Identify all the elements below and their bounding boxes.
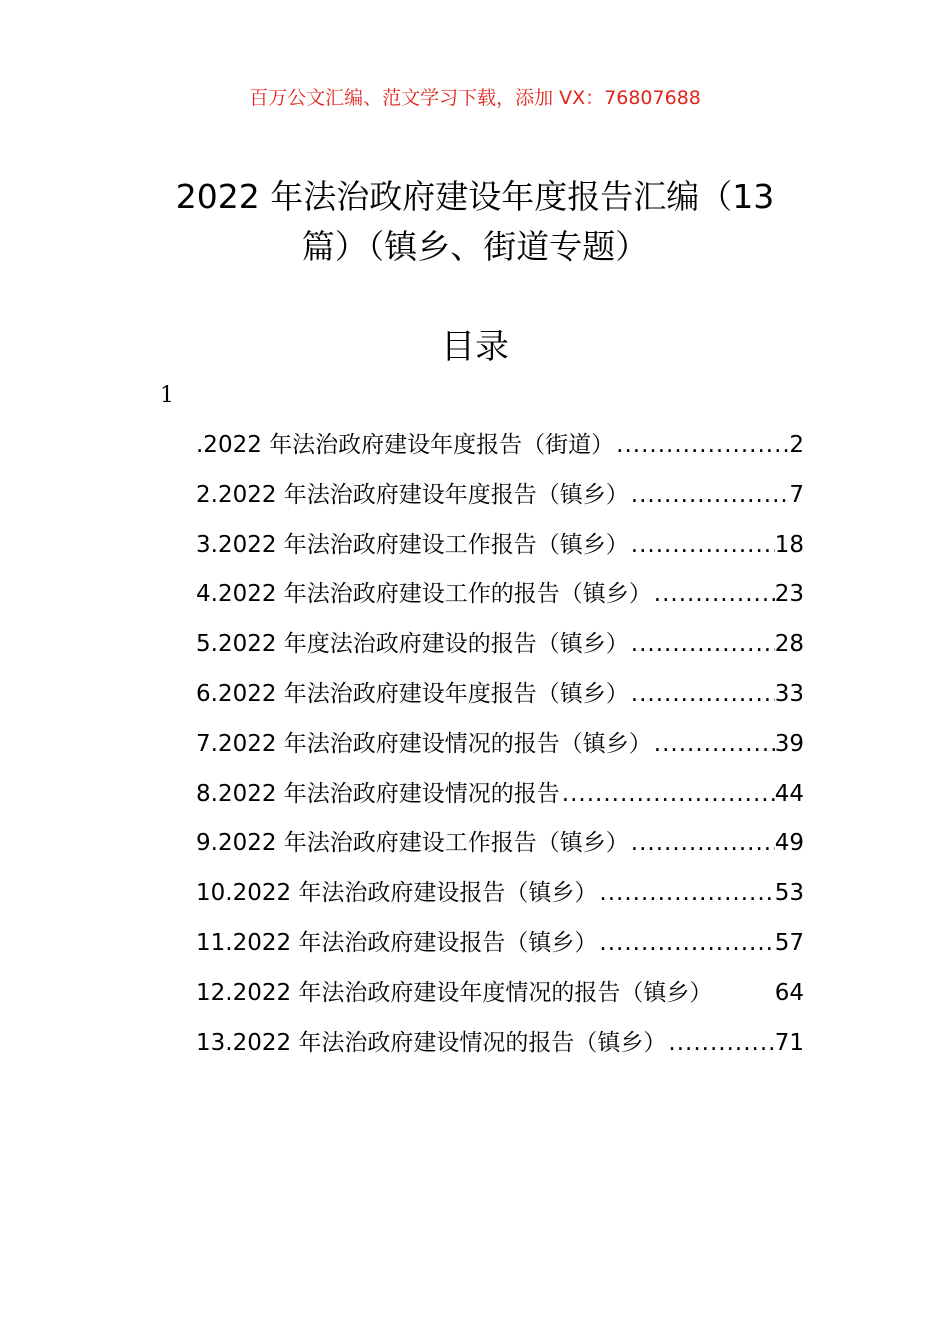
toc-entry-title: 12.2022 年法治政府建设年度情况的报告（镇乡） — [196, 979, 713, 1006]
toc-page-number: 57 — [774, 929, 804, 956]
toc-entry[interactable] — [196, 1024, 804, 1074]
document-title — [140, 172, 810, 272]
toc-entry-title: 13.2022 年法治政府建设情况的报告（镇乡） — [196, 1029, 667, 1056]
toc-entry[interactable] — [196, 476, 804, 526]
toc-entry-title: 7.2022 年法治政府建设情况的报告（镇乡） — [196, 730, 652, 757]
toc-page-number: 53 — [774, 880, 804, 907]
toc-dot-leader — [666, 1024, 774, 1062]
toc-entry-title: 8.2022 年法治政府建设情况的报告 — [196, 780, 560, 807]
header-download-note: 百万公文汇编、范文学习下载，添加 VX：76807688 — [249, 87, 701, 109]
toc-entry-title: 11.2022 年法治政府建设报告（镇乡） — [196, 929, 598, 956]
toc-dot-leader — [560, 775, 775, 813]
toc-heading: 目录 — [441, 327, 509, 367]
toc-entry-title: 10.2022 年法治政府建设报告（镇乡） — [196, 880, 598, 907]
toc-entry[interactable] — [196, 625, 804, 675]
toc-entry-title: 6.2022 年法治政府建设年度报告（镇乡） — [196, 680, 629, 707]
toc-entry-title: 2.2022 年法治政府建设年度报告（镇乡） — [196, 481, 629, 508]
document-title-line-1: 2022 年法治政府建设年度报告汇编（13 — [175, 177, 775, 216]
toc-dot-leader — [629, 476, 790, 514]
stray-list-number: 1 — [160, 383, 174, 408]
toc-page-number: 33 — [774, 680, 804, 707]
toc-entry-title: 4.2022 年法治政府建设工作的报告（镇乡） — [196, 581, 652, 608]
toc-entry-title: 3.2022 年法治政府建设工作报告（镇乡） — [196, 531, 629, 558]
toc-page-number: 49 — [774, 830, 804, 857]
toc-page-number: 7 — [789, 481, 804, 508]
toc-entry[interactable] — [196, 824, 804, 874]
toc-page-number: 44 — [774, 780, 804, 807]
toc-page-number: 71 — [774, 1029, 804, 1056]
toc-entry[interactable] — [196, 974, 804, 1024]
toc-entry[interactable] — [196, 924, 804, 974]
toc-entry[interactable] — [196, 675, 804, 725]
toc-page-number: 2 — [789, 432, 804, 458]
toc-entry[interactable] — [196, 575, 804, 625]
toc-page-number: 28 — [774, 631, 804, 658]
toc-dot-leader — [629, 526, 775, 564]
toc-dot-leader — [597, 874, 774, 912]
toc-page-number: 23 — [774, 581, 804, 608]
toc-dot-leader — [652, 725, 775, 763]
toc-entry[interactable] — [196, 526, 804, 576]
document-title-line-2: 篇）（镇乡、街道专题） — [301, 227, 649, 266]
toc-page-number: 64 — [774, 979, 804, 1006]
toc-dot-leader — [652, 575, 775, 613]
toc-dot-leader — [597, 924, 774, 962]
toc-entry-title: 9.2022 年法治政府建设工作报告（镇乡） — [196, 830, 629, 857]
toc-entry[interactable] — [196, 725, 804, 775]
toc-entry-title: 5.2022 年度法治政府建设的报告（镇乡） — [196, 631, 629, 658]
toc-entry[interactable] — [196, 874, 804, 924]
table-of-contents — [196, 426, 804, 1073]
toc-dot-leader — [629, 675, 775, 713]
toc-entry[interactable] — [196, 775, 804, 825]
toc-dot-leader — [629, 625, 775, 663]
toc-page-number: 18 — [774, 531, 804, 558]
toc-dot-leader — [629, 824, 775, 862]
toc-entry[interactable] — [196, 426, 804, 476]
toc-entry-title: .2022 年法治政府建设年度报告（街道） — [196, 432, 615, 458]
toc-dot-leader — [614, 426, 789, 464]
toc-page-number: 39 — [774, 730, 804, 757]
